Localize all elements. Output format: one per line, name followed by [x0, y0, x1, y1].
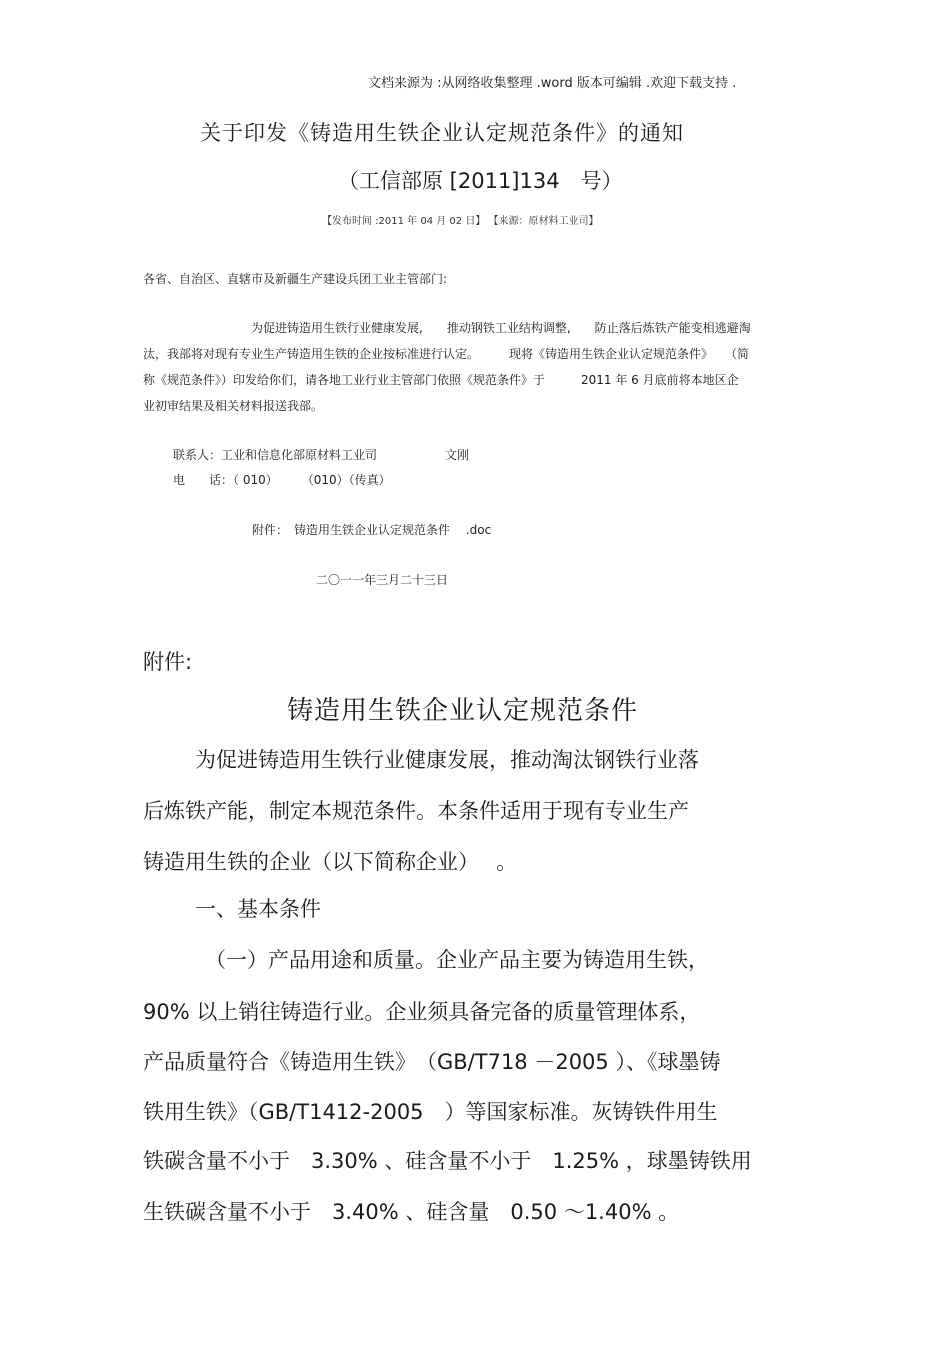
body-line: 90% 以上销往铸造行业。企业须具备完备的质量管理体系， [143, 1000, 701, 1024]
body-line: 铁用生铁》（GB/T1412-2005 ）等国家标准。灰铸铁件用生 [143, 1100, 718, 1124]
body-line: 后炼铁产能，制定本规范条件。本条件适用于现有专业生产 [143, 799, 689, 823]
section-heading: 一、基本条件 [195, 897, 321, 921]
body-line: 铸造用生铁的企业（以下简称企业） 。 [143, 850, 518, 874]
paragraph-line: 称《规范条件》）印发给你们，请各地工业行业主管部门依照《规范条件》于 2011 年 6 月底前将本地区企 [143, 373, 739, 387]
contact-label: 联系人：工业和信息化部原材料工业司 [173, 448, 378, 462]
notice-title: 关于印发《铸造用生铁企业认定规范条件》的通知 [200, 121, 684, 145]
body-line: 产品质量符合《铸造用生铁》 （GB/T718 －2005 ）、《球墨铸 [143, 1050, 721, 1074]
phone-line: 电 话：（ 010） （010）（传真） [173, 473, 391, 487]
paragraph-line: 为促进铸造用生铁行业健康发展, 推动钢铁工业结构调整, 防止落后炼铁产能变相逃避淘 [251, 321, 751, 335]
attachment-link[interactable]: 附件： 铸造用生铁企业认定规范条件 .doc [252, 523, 492, 537]
body-line: 生铁碳含量不小于 3.40% 、硅含量 0.50 ～1.40% 。 [143, 1200, 680, 1224]
body-line: 铁碳含量不小于 3.30% 、硅含量不小于 1.25% ，球墨铸铁用 [143, 1149, 752, 1173]
attachment-title: 铸造用生铁企业认定规范条件 [287, 696, 639, 726]
paragraph-line: 汰，我部将对现有专业生产铸造用生铁的企业按标准进行认定。 现将《铸造用生铁企业认定规范条件》 （简 [143, 347, 750, 361]
salutation: 各省、自治区、直辖市及新疆生产建设兵团工业主管部门: [143, 272, 448, 286]
paragraph-line: 业初审结果及相关材料报送我部。 [143, 399, 324, 413]
header-note: 文档来源为 :从网络收集整理 .word 版本可编辑 .欢迎下载支持 . [368, 76, 737, 91]
body-line: （一）产品用途和质量。企业产品主要为铸造用生铁， [205, 948, 709, 972]
document-number: （工信部原 [2011]134 号） [338, 169, 623, 193]
body-line: 为促进铸造用生铁行业健康发展，推动淘汰钢铁行业落 [195, 748, 699, 772]
notice-date: 二〇一一年三月二十三日 [316, 573, 449, 587]
notice-paragraph [143, 315, 803, 419]
contact-name: 文刚 [445, 448, 470, 462]
publication-info: 【发布时间 :2011 年 04 月 02 日】 【来源：原材料工业司】 [322, 216, 599, 227]
attachment-heading: 附件: [143, 650, 193, 674]
